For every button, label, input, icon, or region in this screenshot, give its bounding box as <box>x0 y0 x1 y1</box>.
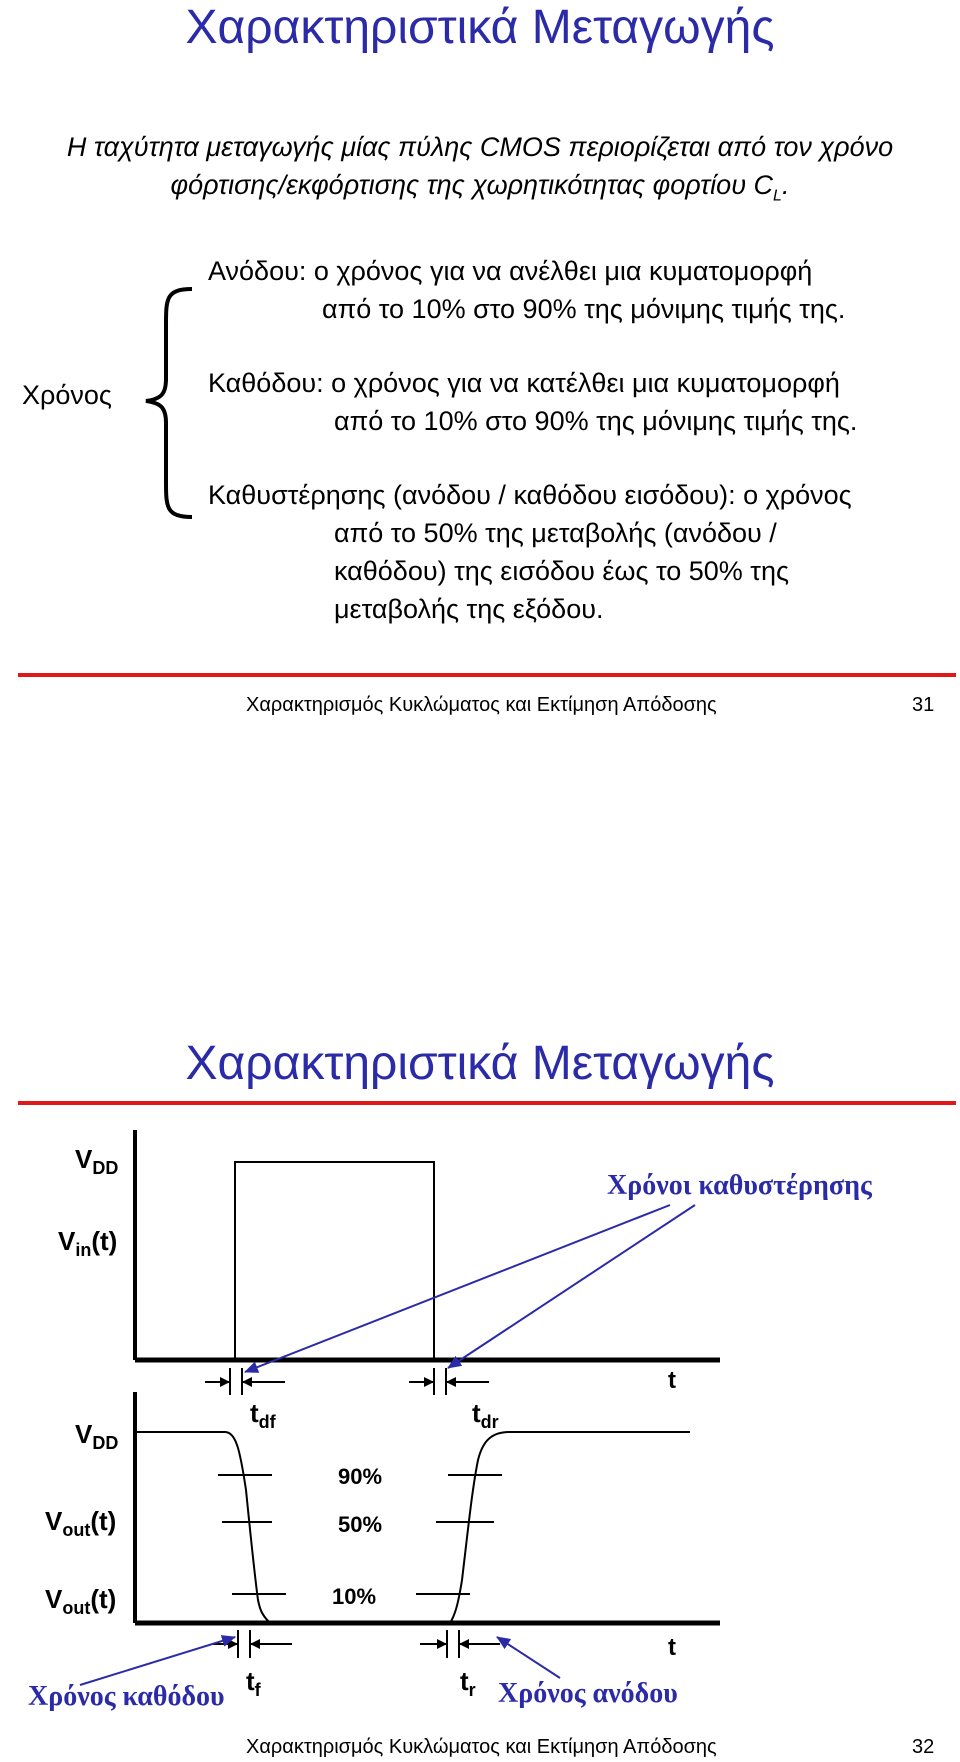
arrow-fall <box>80 1637 235 1685</box>
vout-label-2: $V_{out}(t)$ <box>45 1584 117 1618</box>
pct-50-label: 50% <box>338 1512 383 1537</box>
chronos-label: Χρόνος <box>22 380 112 410</box>
title-divider <box>18 1101 956 1105</box>
arrow-delay-tdr <box>448 1205 695 1368</box>
intro-line-1: Η ταχύτητα μεταγωγής μίας πύλης CMOS περιορίζεται από τον χρόνο <box>66 132 894 162</box>
intro-line-2: φόρτισης/εκφόρτισης της χωρητικότητας φορτίου $C_L$. <box>170 170 790 205</box>
definition-fall: Καθόδου: ο χρόνος για να κατέλθει μια κυματομορφή από το 10% στο 90% της μόνιμης τιμής της. <box>208 368 858 436</box>
t-axis-label-2: t <box>668 1634 676 1661</box>
footer-text-2: Χαρακτηρισμός Κυκλώματος και Εκτίμηση Απόδοσης <box>246 1736 717 1758</box>
vdd-out-label: $V_{DD}$ <box>75 1419 119 1453</box>
page-number: 31 <box>912 694 935 716</box>
intro-text <box>0 128 960 215</box>
definition-delay: Καθυστέρησης (ανόδου / καθόδου εισόδου): ο χρόνος από το 50% της μεταβολής (ανόδου / καθόδου) της εισόδου έως το 50% της μεταβολής της εξόδου. <box>208 480 852 624</box>
slide-title: Χαρακτηριστικά Μεταγωγής <box>185 1 775 54</box>
pct-90-label: 90% <box>338 1464 383 1489</box>
vdd-top-label: $V_{DD}$ <box>75 1144 119 1178</box>
vin-label: $V_{in}(t)$ <box>58 1226 118 1260</box>
vout-label-1: $V_{out}(t)$ <box>45 1506 117 1540</box>
arrow-delay-tdf <box>245 1205 670 1372</box>
callout-rise-time: Χρόνος ανόδου <box>498 1678 678 1709</box>
footer-divider <box>18 673 956 677</box>
vout-waveform <box>135 1432 690 1623</box>
curly-brace-icon <box>140 285 200 525</box>
definition-rise: Ανόδου: ο χρόνος για να ανέλθει μια κυματομορφή από το 10% στο 90% της μόνιμης τιμής της. <box>208 256 846 324</box>
callout-delay-times: Χρόνοι καθυστέρησης <box>607 1170 872 1201</box>
tdf-label: $t_{df}$ <box>250 1398 276 1432</box>
pct-10-label: 10% <box>332 1584 377 1609</box>
switching-timing-diagram <box>0 1110 960 1720</box>
slide-title-2: Χαρακτηριστικά Μεταγωγής <box>185 1037 775 1090</box>
tr-label: $t_r$ <box>460 1666 476 1700</box>
footer-text: Χαρακτηρισμός Κυκλώματος και Εκτίμηση Απόδοσης <box>246 694 717 716</box>
arrow-rise <box>497 1637 560 1678</box>
callout-fall-time: Χρόνος καθόδου <box>28 1681 225 1712</box>
t-axis-label-1: t <box>668 1367 676 1394</box>
tf-label: $t_f$ <box>246 1666 261 1700</box>
page-number-2: 32 <box>912 1736 935 1758</box>
tdr-label: $t_{dr}$ <box>472 1398 499 1432</box>
